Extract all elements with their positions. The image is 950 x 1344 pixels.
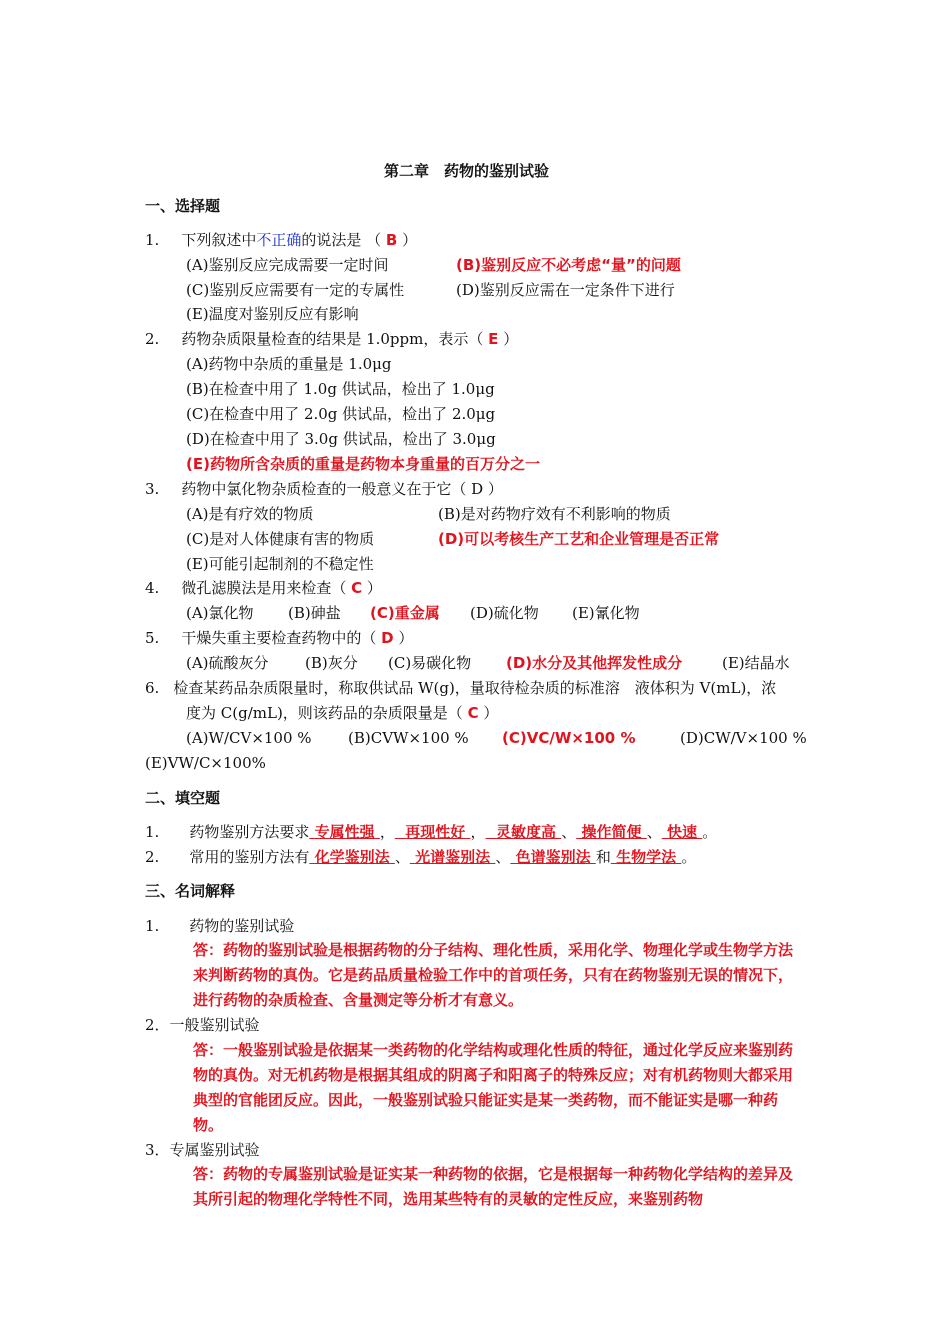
question-number: 2. [145,848,160,866]
option-d-correct: (D)可以考核生产工艺和企业管理是否正常 [438,530,720,548]
option-e-correct: (E)药物所含杂质的重量是药物本身重量的百万分之一 [186,455,540,473]
option-d: (D)硫化物 [470,604,539,622]
fill-question-1: 1. 药物鉴别方法要求 专属性强 ， 再现性好 ， 灵敏度高 、 操作简便 、 快速 。 [145,823,718,841]
question-3: 3. 药物中氯化物杂质检查的一般意义在于它（ D ） [145,480,503,498]
question-2: 2. 药物杂质限量检查的结果是 1.0ppm，表示（ E ） [145,330,519,348]
section-fill-heading: 二、填空题 [145,789,221,807]
question-number: 6. [145,679,160,697]
answer-letter: D [471,480,484,498]
question-6: 6. 检查某药品杂质限量时，称取供试品 W(g)，量取待检杂质的标准溶 液体积为 V(mL)，浓 [145,679,777,697]
question-number: 3. [145,480,160,498]
answer-letter: B [385,231,398,249]
option-a: (A)氯化物 [186,604,254,622]
option-e: (E)温度对鉴别反应有影响 [186,305,359,323]
option-c-correct: (C)重金属 [370,604,440,622]
section-choice-heading: 一、选择题 [145,197,221,215]
term-1-label: 1. 药物的鉴别试验 [145,917,295,935]
term-1-answer: 答：药物的鉴别试验是根据药物的分子结构、理化性质，采用化学、物理化学或生物学方法来判断药物的真伪。它是药品质量检验工作中的首项任务，只有在药物鉴别无误的情况下，进行药物的杂质检查、含量测定等分析才有意义。 [193,941,794,1009]
blank-answer: 快速 [667,823,698,841]
option-c-correct: (C)VC/W×100 % [502,729,636,747]
term-2-label: 2．一般鉴别试验 [145,1016,260,1034]
section-terms-heading: 三、名词解释 [145,882,236,900]
option-a: (A)硫酸灰分 [186,654,269,672]
option-b: (B)是对药物疗效有不利影响的物质 [438,505,671,523]
blank-answer: 生物学法 [616,848,677,866]
option-d-correct: (D)水分及其他挥发性成分 [506,654,683,672]
option-b-correct: (B)鉴别反应不必考虑“量”的问题 [456,256,681,274]
question-number: 5. [145,629,160,647]
page-title: 第二章 药物的鉴别试验 [384,162,550,180]
question-6-cont: 度为 C(g/mL)，则该药品的杂质限量是（ C ） [186,704,499,722]
blank-answer: 光谱鉴别法 [415,848,491,866]
option-e: (E)可能引起制剂的不稳定性 [186,555,374,573]
option-c: (C)在检查中用了 2.0g 供试品，检出了 2.0μg [186,405,496,423]
option-b: (B)砷盐 [288,604,341,622]
emphasis-text: 不正确 [256,231,302,249]
option-e: (E)氰化物 [572,604,640,622]
question-5: 5. 干燥失重主要检查药物中的（ D ） [145,629,414,647]
answer-letter: C [351,579,363,597]
option-b: (B)CVW×100 % [348,729,469,747]
option-d: (D)在检查中用了 3.0g 供试品，检出了 3.0μg [186,430,496,448]
term-2-answer: 答：一般鉴别试验是依据某一类药物的化学结构或理化性质的特征，通过化学反应来鉴别药物的真伪。对无机药物是根据其组成的阴离子和阳离子的特殊反应；对有机药物则大都采用典型的官能团反应。因此，一般鉴别试验只能证实是某一类药物，而不能证实是哪一种药物。 [193,1041,794,1134]
answer-letter: E [488,330,499,348]
option-e: (E)VW/C×100% [145,754,266,772]
option-b: (B)灰分 [305,654,358,672]
option-b: (B)在检查中用了 1.0g 供试品，检出了 1.0μg [186,380,495,398]
option-a: (A)W/CV×100 % [186,729,312,747]
option-d: (D)鉴别反应需在一定条件下进行 [456,281,675,299]
question-number: 1. [145,231,160,249]
blank-answer: 再现性好 [405,823,466,841]
question-1: 1. 下列叙述中不正确的说法是 （ B ） [145,231,418,249]
option-c: (C)鉴别反应需要有一定的专属性 [186,281,405,299]
question-4: 4. 微孔滤膜法是用来检查（ C ） [145,579,382,597]
blank-answer: 专属性强 [314,823,375,841]
blank-answer: 操作简便 [581,823,642,841]
option-c: (C)易碳化物 [388,654,472,672]
option-a: (A)是有疗效的物质 [186,505,314,523]
answer-letter: C [467,704,479,722]
term-3-answer: 答：药物的专属鉴别试验是证实某一种药物的依据，它是根据每一种药物化学结构的差异及其所引起的物理化学特性不同，选用某些特有的灵敏的定性反应，来鉴别药物 [193,1165,794,1208]
term-3-label: 3．专属鉴别试验 [145,1141,260,1159]
option-a: (A)药物中杂质的重量是 1.0μg [186,355,392,373]
blank-answer: 化学鉴别法 [314,848,390,866]
option-a: (A)鉴别反应完成需要一定时间 [186,256,389,274]
fill-question-2: 2. 常用的鉴别方法有 化学鉴别法 、 光谱鉴别法 、 色谱鉴别法 和 生物学法 。 [145,848,697,866]
blank-answer: 灵敏度高 [496,823,557,841]
question-number: 1. [145,823,160,841]
question-number: 2. [145,330,160,348]
answer-letter: D [381,629,394,647]
option-c: (C)是对人体健康有害的物质 [186,530,375,548]
option-e: (E)结晶水 [722,654,790,672]
option-d: (D)CW/V×100 % [680,729,807,747]
blank-answer: 色谱鉴别法 [515,848,591,866]
question-number: 4. [145,579,160,597]
